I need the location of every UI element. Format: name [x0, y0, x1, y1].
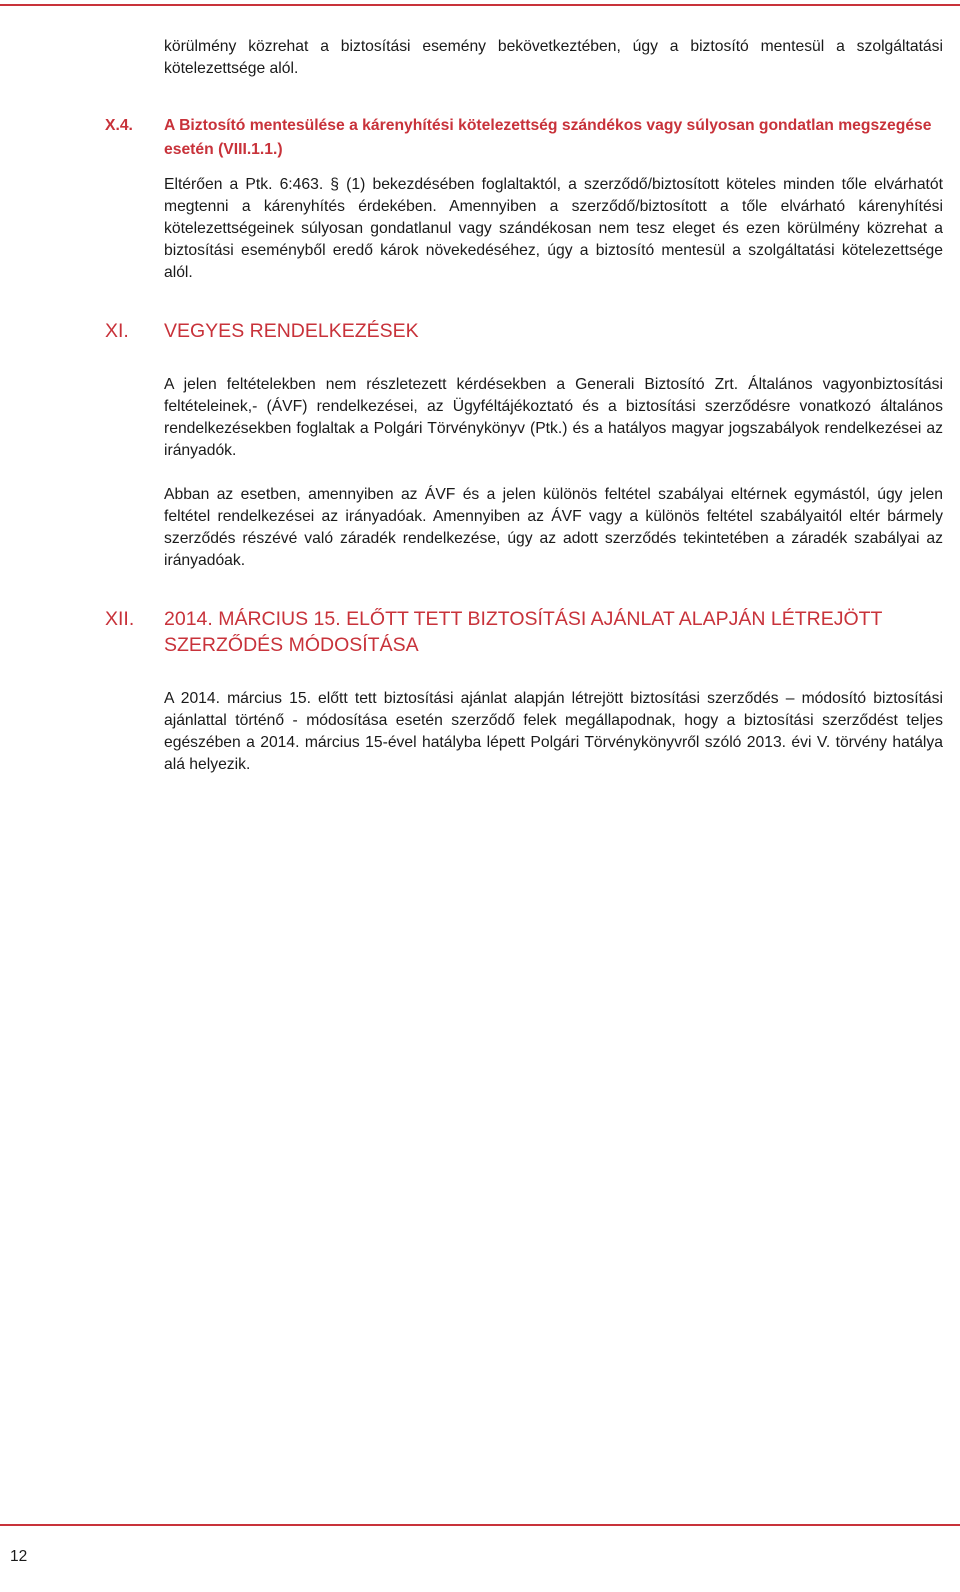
section-xi-paragraph-2: Abban az esetben, amennyiben az ÁVF és a jelen különös feltétel szabályai eltérnek egymástól, úgy jelen feltétel rendelkezései az irányadóak. Amennyiben az ÁVF vagy a különös feltétel szabályaitól eltér bármely szerződés részévé való záradék rendelkezése, úgy az adott szerződés tekintetében a záradék szabályai az irányadóak.	[164, 486, 943, 569]
document-body	[105, 36, 943, 776]
section-xi-heading	[105, 318, 943, 344]
section-xii-paragraph: A 2014. március 15. előtt tett biztosítási ajánlat alapján létrejött biztosítási szerződés – módosító biztosítási ajánlattal történő - módosítása esetén szerződő felek megállapodnak, hogy a biztosítási szerződést teljes egészében a 2014. március 15-ével hatályba lépett Polgári Törvénykönyvről szóló 2013. évi V. törvény hatálya alá helyezik.	[164, 690, 943, 773]
section-xi-title: VEGYES RENDELKEZÉSEK	[164, 320, 419, 342]
section-xii-number: XII.	[105, 608, 135, 630]
section-xi-number: XI.	[105, 320, 129, 342]
bottom-red-rule	[0, 1524, 960, 1526]
section-xi-paragraph-1: A jelen feltételekben nem részletezett kérdésekben a Generali Biztosító Zrt. Általános vagyonbiztosítási feltételeinek,- (ÁVF) rendelkezései, az Ügyféltájékoztató és a biztosítási szerződésre vonatkozó általános rendelkezésekben foglaltak a Polgári Törvénykönyv (Ptk.) és a hatályos magyar jogszabályok rendelkezései az irányadók.	[164, 376, 943, 459]
section-xii-heading	[105, 606, 943, 658]
intro-paragraph: körülmény közrehat a biztosítási esemény bekövetkeztében, úgy a biztosító mentesül a szolgáltatási kötelezettsége alól.	[164, 38, 943, 77]
section-xii-title: 2014. MÁRCIUS 15. ELŐTT TETT BIZTOSÍTÁSI AJÁNLAT ALAPJÁN LÉTREJÖTT SZERZŐDÉS MÓDOSÍTÁSA	[164, 608, 883, 656]
section-x4-heading	[105, 114, 943, 162]
section-x4-number: X.4.	[105, 117, 133, 134]
section-x4-paragraph: Eltérően a Ptk. 6:463. § (1) bekezdésében foglaltaktól, a szerződő/biztosított köteles minden tőle elvárhatót megtenni a kárenyhítés érdekében. Amennyiben a szerződő/biztosított a tőle elvárható kárenyhítési kötelezettségeinek súlyosan gondatlanul vagy szándékosan nem tesz eleget és ezen körülmény közrehat a biztosítási eseményből eredő károk növekedéséhez, úgy a biztosító mentesül a szolgáltatási kötelezettsége alól.	[164, 176, 943, 281]
page-number: 12	[10, 1548, 28, 1565]
top-red-rule	[0, 4, 960, 6]
section-x4-title: A Biztosító mentesülése a kárenyhítési kötelezettség szándékos vagy súlyosan gondatlan megszegése esetén (VIII.1.1.)	[164, 117, 932, 158]
